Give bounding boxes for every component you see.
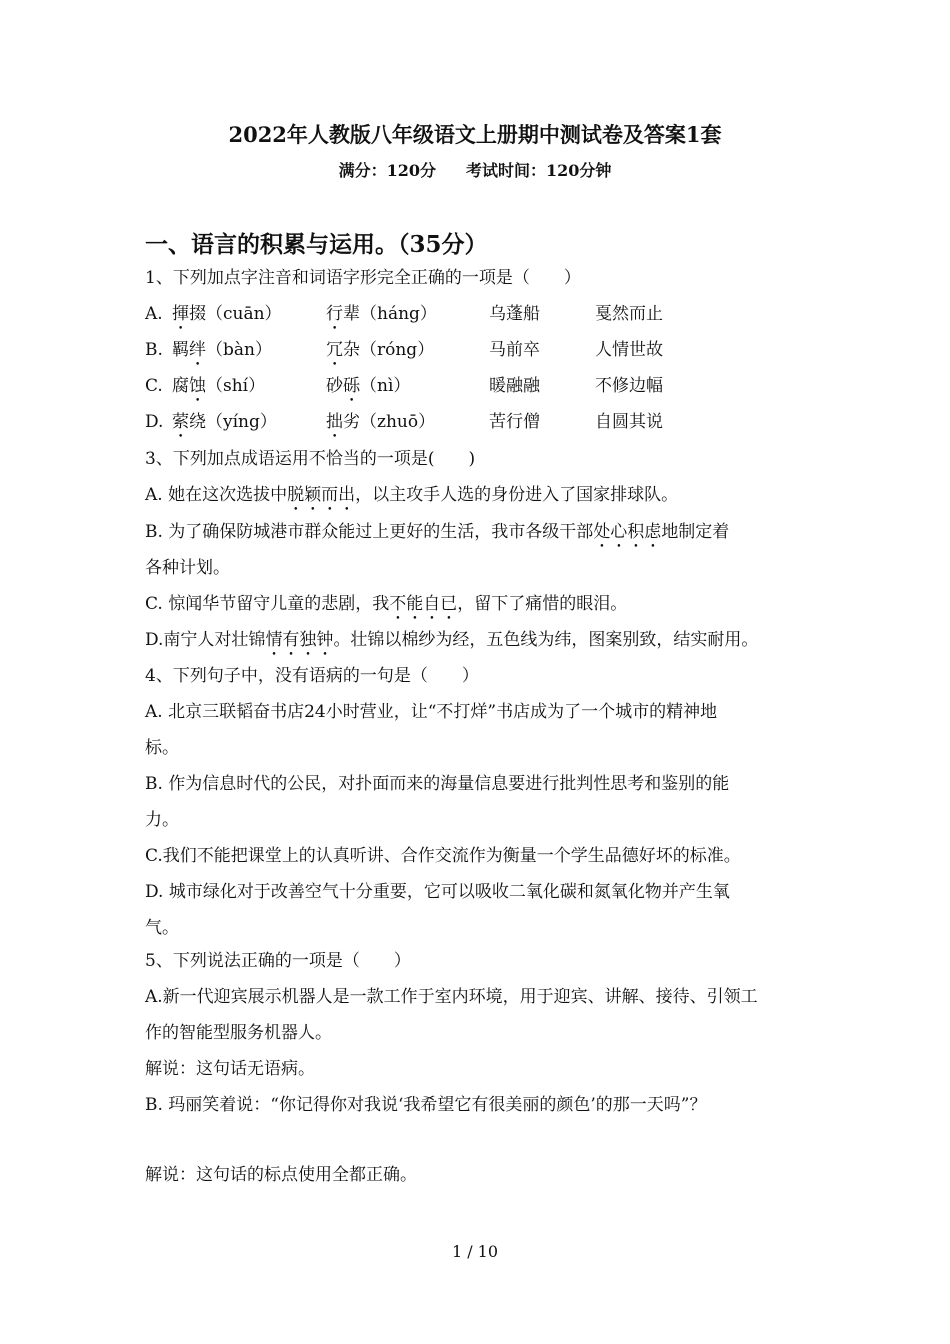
- word-2: 拙劣（zhuō）: [326, 412, 436, 432]
- section-heading: 一、语言的积累与运用。（35分）: [145, 231, 488, 258]
- q5-option-b-note: 解说：这句话的标点使用全都正确。: [145, 1165, 417, 1185]
- word-3: 乌蓬船: [489, 304, 540, 324]
- word-1: 揮掇（cuān）: [172, 304, 282, 324]
- q3-option-a: A. 她在这次选拔中脱颖而出，以主攻手人选的身份进入了国家排球队。: [145, 485, 679, 505]
- word-4: 人情世故: [595, 340, 663, 360]
- word-2: 冗杂（róng）: [326, 340, 435, 360]
- q1-stem: 1、下列加点字注音和词语字形完全正确的一项是（ ）: [145, 268, 581, 288]
- option-label: B.: [145, 340, 163, 360]
- exam-info: [0, 158, 950, 181]
- q5-stem: 5、下列说法正确的一项是（ ）: [145, 951, 411, 971]
- q5-option-b: B. 玛丽笑着说：“你记得你对我说‘我希望它有很美丽的颜色’的那一天吗”？: [145, 1095, 707, 1115]
- word-4: 自圆其说: [595, 412, 663, 432]
- q4-option-d: D. 城市绿化对于改善空气十分重要，它可以吸收二氧化碳和氮氧化物并产生氧: [145, 882, 730, 902]
- q3-option-b-cont: 各种计划。: [145, 558, 230, 578]
- word-1: 萦绕（yíng）: [172, 412, 277, 432]
- q5-option-a: A.新一代迎宾展示机器人是一款工作于室内环境，用于迎宾、讲解、接待、引领工: [145, 987, 758, 1007]
- q3-option-d: D.南宁人对壮锦情有独钟。壮锦以棉纱为经，五色线为纬，图案别致，结实耐用。: [145, 630, 759, 650]
- word-2: 行辈（háng）: [326, 304, 437, 324]
- word-1: 羁绊（bàn）: [172, 340, 272, 360]
- option-label: A.: [145, 304, 163, 324]
- word-2: 砂砾（nì）: [326, 376, 411, 396]
- exam-time: 考试时间：120分钟: [466, 161, 612, 180]
- q5-option-a-note: 解说：这句话无语病。: [145, 1059, 315, 1079]
- word-3: 暖融融: [489, 376, 540, 396]
- option-label: C.: [145, 376, 163, 396]
- q5-option-a-cont: 作的智能型服务机器人。: [145, 1023, 332, 1043]
- word-3: 苦行僧: [489, 412, 540, 432]
- q4-option-b-cont: 力。: [145, 810, 179, 830]
- q4-option-a: A. 北京三联韬奋书店24小时营业，让“不打烊”书店成为了一个城市的精神地: [145, 702, 718, 722]
- page-number: 1 / 10: [451, 1242, 499, 1261]
- q4-option-a-cont: 标。: [145, 738, 179, 758]
- q3-option-b: B. 为了确保防城港市群众能过上更好的生活，我市各级干部处心积虑地制定着: [145, 522, 730, 542]
- full-score: 满分：120分: [338, 161, 436, 180]
- page-title: 2022年人教版八年级语文上册期中测试卷及答案1套: [228, 122, 722, 147]
- q4-option-d-cont: 气。: [145, 918, 179, 938]
- q4-option-c: C.我们不能把课堂上的认真听讲、合作交流作为衡量一个学生品德好坏的标准。: [145, 846, 741, 866]
- word-4: 不修边幅: [595, 376, 663, 396]
- option-label: D.: [145, 412, 164, 432]
- word-4: 戛然而止: [595, 304, 663, 324]
- word-3: 马前卒: [489, 340, 540, 360]
- q3-stem: 3、下列加点成语运用不恰当的一项是( ): [145, 449, 476, 469]
- q4-option-b: B. 作为信息时代的公民，对扑面而来的海量信息要进行批判性思考和鉴别的能: [145, 774, 730, 794]
- q3-option-c: C. 惊闻华节留守儿童的悲剧，我不能自已，留下了痛惜的眼泪。: [145, 594, 628, 614]
- word-1: 腐蚀（shí）: [172, 376, 266, 396]
- q4-stem: 4、下列句子中，没有语病的一句是（ ）: [145, 666, 479, 686]
